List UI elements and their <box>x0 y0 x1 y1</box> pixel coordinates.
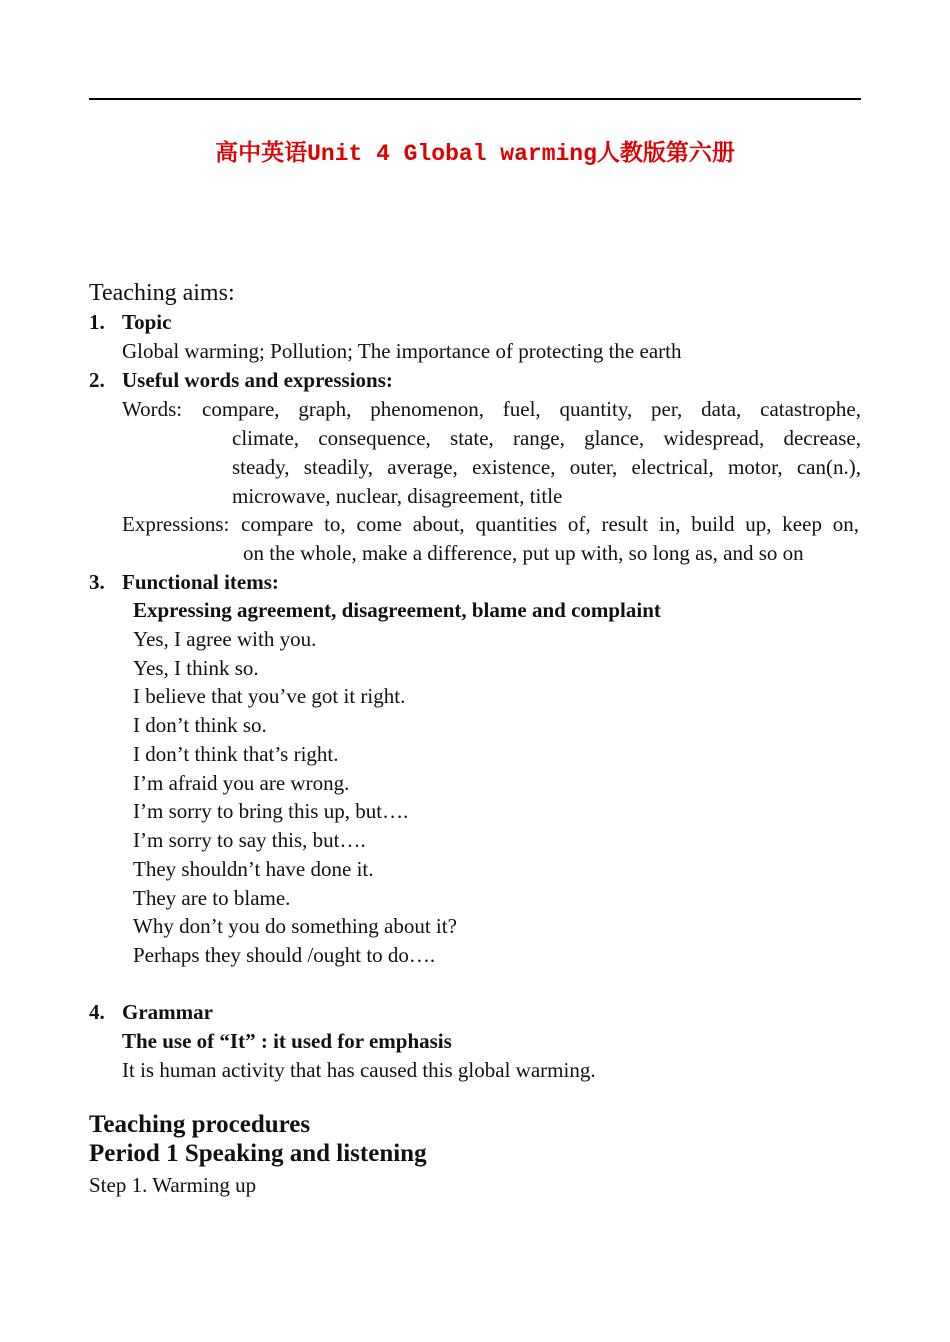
grammar-example: It is human activity that has caused this global warming. <box>122 1058 596 1082</box>
section-heading-grammar: Grammar <box>122 1000 213 1024</box>
functional-item: I’m afraid you are wrong. <box>133 771 350 795</box>
teaching-aims-heading: Teaching aims: <box>89 280 235 306</box>
words-line: climate, consequence, state, range, glance, widespread, decrease, <box>232 426 861 450</box>
functional-item: Why don’t you do something about it? <box>133 914 457 938</box>
expressions-label: Expressions: <box>122 512 230 536</box>
functional-item: I don’t think that’s right. <box>133 742 339 766</box>
functional-item: They are to blame. <box>133 886 291 910</box>
procedures-heading: Teaching procedures <box>89 1111 311 1138</box>
section-heading-functional: Functional items: <box>122 570 279 594</box>
functional-item: Yes, I agree with you. <box>133 627 317 651</box>
functional-item: I believe that you’ve got it right. <box>133 684 406 708</box>
functional-item: I’m sorry to say this, but…. <box>133 828 366 852</box>
step-text: Step 1. Warming up <box>89 1173 257 1197</box>
functional-item: I don’t think so. <box>133 713 267 737</box>
topic-text: Global warming; Pollution; The importance of protecting the earth <box>122 339 682 363</box>
functional-item: I’m sorry to bring this up, but…. <box>133 799 409 823</box>
functional-item: Perhaps they should /ought to do…. <box>133 943 436 967</box>
document-title: 高中英语Unit 4 Global warming人教版第六册 <box>215 141 735 167</box>
words-label: Words: <box>122 397 183 421</box>
section-number: 3. <box>89 570 105 594</box>
section-heading-topic: Topic <box>122 310 172 334</box>
period-heading: Period 1 Speaking and listening <box>89 1140 427 1167</box>
expressions-line: on the whole, make a difference, put up with, so long as, and so on <box>243 541 804 565</box>
section-number: 1. <box>89 310 105 334</box>
words-line: compare, graph, phenomenon, fuel, quantity, per, data, catastrophe, <box>202 397 861 421</box>
section-number: 2. <box>89 368 105 392</box>
words-line: microwave, nuclear, disagreement, title <box>232 484 563 508</box>
section-number: 4. <box>89 1000 105 1024</box>
functional-item: They shouldn’t have done it. <box>133 857 374 881</box>
words-line: steady, steadily, average, existence, outer, electrical, motor, can(n.), <box>232 455 861 479</box>
grammar-subheading: The use of “It” : it used for emphasis <box>122 1029 452 1053</box>
functional-subheading: Expressing agreement, disagreement, blame and complaint <box>133 598 661 622</box>
expressions-line: compare to, come about, quantities of, result in, build up, keep on, <box>241 512 859 536</box>
section-heading-words: Useful words and expressions: <box>122 368 393 392</box>
functional-item: Yes, I think so. <box>133 656 259 680</box>
header-rule <box>89 98 861 100</box>
